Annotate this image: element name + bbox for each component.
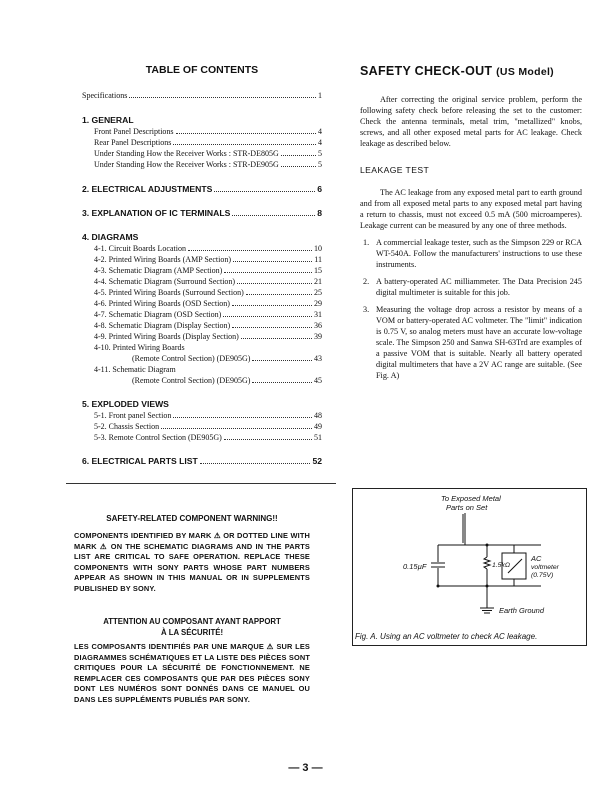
fig-meter-label-1: AC <box>531 554 542 563</box>
leader-dots <box>232 327 312 328</box>
toc-entry[interactable] <box>94 159 322 170</box>
toc-entry[interactable] <box>94 410 322 421</box>
toc-entry-label: 4-5. Printed Wiring Boards (Surround Section) <box>94 288 244 297</box>
toc-entry[interactable] <box>94 276 322 287</box>
toc-entry-page: 5 <box>318 149 322 158</box>
toc-entry[interactable] <box>94 364 322 375</box>
leader-dots <box>223 316 312 317</box>
leader-dots <box>252 382 312 383</box>
toc-section-title: 4. DIAGRAMS <box>82 232 139 242</box>
toc-entry-label: 5-3. Remote Control Section (DE905G) <box>94 433 222 442</box>
toc-section-title: 6. ELECTRICAL PARTS LIST <box>82 456 198 466</box>
leader-dots <box>214 191 315 192</box>
toc-entry-page: 4 <box>318 127 322 136</box>
toc-section-title: 2. ELECTRICAL ADJUSTMENTS <box>82 184 213 194</box>
leader-dots <box>176 133 316 134</box>
toc-entry-label: 4-8. Schematic Diagram (Display Section) <box>94 321 231 330</box>
toc-specifications[interactable] <box>82 90 322 101</box>
toc-entry-page: 15 <box>314 266 322 275</box>
leader-dots <box>224 272 312 273</box>
warning-fr-body: LES COMPOSANTS IDENTIFIÉS PAR UNE MARQUE ⚠ SUR LES DIAGRAMMES SCHÉMATIQUES ET LA LISTE DES PIÈCES SONT CRITIQUES POUR LA SÉCURITÉ DE FONCTIONNEMENT. NE REMPLACER CES COMPOSANTS QUE PAR DES PIÈCES SONY DONT LES NUMÉROS SONT DONNÉS DANS CE MANUEL OU DANS LES SUPPLÉMENTS PUBLIÉS PAR SONY. <box>74 642 310 704</box>
safety-title-model: (US Model) <box>496 66 554 78</box>
toc-entry-page: 31 <box>314 310 322 319</box>
toc-section-heading[interactable] <box>82 184 322 195</box>
toc-section-heading[interactable] <box>82 399 322 410</box>
method-text: Measuring the voltage drop across a resistor by means of a VOM or battery-operated AC voltmeter. The "limit" indication is 0.75 V, so analog meters must have an accurate low-voltage scale. The Simpson 250 and Sanwa SH-63Trd are examples of a passive VOM that is suitable. Nearly all battery operated digital multimeters that have a 2V AC range are suitable. (See Fig. A) <box>376 305 582 380</box>
toc-entry[interactable] <box>94 320 322 331</box>
toc-entry[interactable] <box>94 432 322 443</box>
toc-entry[interactable] <box>94 331 322 342</box>
toc-entry-page: 39 <box>314 332 322 341</box>
toc-entry-page: 1 <box>318 91 322 100</box>
section-divider <box>66 483 336 484</box>
toc-entry[interactable] <box>94 287 322 298</box>
toc-entry-page: 4 <box>318 138 322 147</box>
toc-entry[interactable] <box>94 126 322 137</box>
toc-entry-label: 5-1. Front panel Section <box>94 411 172 420</box>
warning-body: COMPONENTS IDENTIFIED BY MARK ⚠ OR DOTTED LINE WITH MARK ⚠ ON THE SCHEMATIC DIAGRAMS AND IN THE PARTS LIST ARE CRITICAL TO SAFE OPERATION. REPLACE THESE COMPONENTS WITH SONY PARTS WHOSE PART NUMBERS APPEAR AS SHOWN IN THIS MANUAL OR IN SUPPLEMENTS PUBLISHED BY SONY. <box>74 531 310 593</box>
method-number: 1. <box>363 238 370 247</box>
safety-intro-2: Check the antenna terminals, metal trim, "metallized" knobs, screws, and all other exposed metal parts for AC leakage. Check leakage as described below. <box>360 117 582 148</box>
toc-entry[interactable] <box>94 148 322 159</box>
toc-section <box>82 456 322 467</box>
leader-dots <box>281 166 316 167</box>
warning-fr-title-line2: À LA SÉCURITÉ! <box>160 628 224 637</box>
toc-entry[interactable] <box>94 243 322 254</box>
warning-title: SAFETY-RELATED COMPONENT WARNING!! <box>106 514 278 523</box>
toc-section-heading[interactable] <box>82 208 322 219</box>
fig-ground-label: Earth Ground <box>499 606 545 615</box>
toc-section <box>82 208 322 219</box>
leader-dots <box>200 463 311 464</box>
toc-entry[interactable] <box>94 265 322 276</box>
toc-section-heading[interactable] <box>82 115 322 126</box>
toc-entry-page: 49 <box>314 422 322 431</box>
toc-section-page: 6 <box>317 184 322 194</box>
toc-entry-page: 29 <box>314 299 322 308</box>
warning-fr-title-line1: ATTENTION AU COMPOSANT AYANT RAPPORT <box>103 617 281 626</box>
toc-section <box>82 115 322 170</box>
safety-title-main: SAFETY CHECK-OUT <box>360 64 493 78</box>
toc-section-heading[interactable] <box>82 456 322 467</box>
toc-entry-label: 4-3. Schematic Diagram (AMP Section) <box>94 266 223 275</box>
toc-entry-list <box>82 126 322 170</box>
fig-capacitor-label: 0.15µF <box>403 562 427 571</box>
toc-section-page: 52 <box>312 456 322 466</box>
toc-entry-page: 36 <box>314 321 322 330</box>
leakage-circuit-diagram <box>353 489 586 645</box>
toc-section-heading[interactable] <box>82 232 322 243</box>
table-of-contents <box>82 64 322 467</box>
toc-entry[interactable] <box>94 309 322 320</box>
safety-title <box>360 64 582 78</box>
toc-entry[interactable] <box>94 375 322 386</box>
toc-entry-page: 43 <box>314 354 322 363</box>
leader-dots <box>224 439 312 440</box>
figure-caption: Fig. A. Using an AC voltmeter to check AC leakage. <box>355 632 538 641</box>
figure-a <box>352 488 587 646</box>
voltmeter-needle <box>508 559 522 573</box>
leader-dots <box>232 305 312 306</box>
toc-entry[interactable] <box>94 254 322 265</box>
toc-entry-list <box>82 410 322 443</box>
toc-entry[interactable] <box>94 342 322 353</box>
toc-entry-page: 5 <box>318 160 322 169</box>
toc-entry-label: 4-1. Circuit Boards Location <box>94 244 186 253</box>
fig-meter-label-3: (0.75V) <box>531 572 554 579</box>
methods-list <box>360 237 582 381</box>
toc-entry-label: Under Standing How the Receiver Works : STR-DE905G <box>94 160 279 169</box>
safety-warning <box>74 514 310 705</box>
leader-dots <box>252 360 312 361</box>
toc-section <box>82 184 322 195</box>
toc-entry[interactable] <box>94 298 322 309</box>
leader-dots <box>233 261 312 262</box>
method-text: A battery-operated AC milliammeter. The Data Precision 245 digital multimeter is suitable for this job. <box>376 277 582 297</box>
leader-dots <box>237 283 312 284</box>
toc-entry-page: 51 <box>314 433 322 442</box>
leakage-test-text: The AC leakage from any exposed metal part to earth ground and from all exposed metal parts to any exposed metal part having a return to chassis, must not exceed 0.5 mA (500 microamperes). Leakage current can be measured by any one of three methods. <box>360 188 582 230</box>
toc-section-page: 8 <box>317 208 322 218</box>
toc-entry-page: 45 <box>314 376 322 385</box>
toc-entry-label: 4-4. Schematic Diagram (Surround Section) <box>94 277 236 286</box>
toc-section-title: 5. EXPLODED VIEWS <box>82 399 169 409</box>
method-item <box>360 304 582 381</box>
toc-entry-page: 11 <box>314 255 322 264</box>
method-number: 2. <box>363 277 370 286</box>
leader-dots <box>241 338 312 339</box>
method-number: 3. <box>363 305 370 314</box>
resistor <box>484 557 490 569</box>
method-item <box>360 237 582 270</box>
fig-top-label-2: Parts on Set <box>446 503 488 512</box>
leader-dots <box>161 428 312 429</box>
safety-intro <box>360 94 582 149</box>
leakage-test-heading: LEAKAGE TEST <box>360 165 430 175</box>
toc-entry-label: Under Standing How the Receiver Works : STR-DE805G <box>94 149 279 158</box>
toc-entry-label: (Remote Control Section) (DE905G) <box>132 376 251 385</box>
leader-dots <box>232 215 315 216</box>
toc-entry-list <box>82 243 322 386</box>
toc-section <box>82 232 322 386</box>
leader-dots <box>173 144 316 145</box>
toc-entry-label: Rear Panel Descriptions <box>94 138 172 147</box>
page-number: — 3 — <box>288 762 323 774</box>
toc-section-title: 3. EXPLANATION OF IC TERMINALS <box>82 208 231 218</box>
toc-entry[interactable] <box>94 353 322 364</box>
toc-title: TABLE OF CONTENTS <box>145 64 259 76</box>
warning-fr-title <box>74 616 310 638</box>
toc-sections <box>82 115 322 467</box>
toc-entry-label: Specifications <box>82 91 128 100</box>
toc-entry-label: 4-11. Schematic Diagram <box>94 365 176 374</box>
safety-intro-1: After correcting the original service problem, perform the following safety check before releasing the set to the customer: <box>360 95 582 115</box>
toc-entry-label: 5-2. Chassis Section <box>94 422 160 431</box>
toc-entry-label: 4-10. Printed Wiring Boards <box>94 343 185 352</box>
toc-section-title: 1. GENERAL <box>82 115 134 125</box>
fig-top-label-1: To Exposed Metal <box>441 494 501 503</box>
toc-entry-label: Front Panel Descriptions <box>94 127 174 136</box>
toc-entry-label: 4-2. Printed Wiring Boards (AMP Section) <box>94 255 231 264</box>
toc-entry-label: 4-6. Printed Wiring Boards (OSD Section) <box>94 299 230 308</box>
toc-entry[interactable] <box>94 137 322 148</box>
toc-entry-page: 48 <box>314 411 322 420</box>
toc-entry-page: 21 <box>314 277 322 286</box>
leader-dots <box>188 250 312 251</box>
leader-dots <box>281 155 316 156</box>
toc-entry-page: 10 <box>314 244 322 253</box>
toc-entry-label: 4-7. Schematic Diagram (OSD Section) <box>94 310 222 319</box>
fig-resistor-label: 1.5kΩ <box>492 562 511 569</box>
toc-section <box>82 399 322 443</box>
fig-meter-label-2: voltmeter <box>531 564 559 571</box>
leader-dots <box>173 417 312 418</box>
method-item <box>360 276 582 298</box>
leader-dots <box>129 97 316 98</box>
toc-entry[interactable] <box>94 421 322 432</box>
toc-entry-page: 25 <box>314 288 322 297</box>
method-text: A commercial leakage tester, such as the Simpson 229 or RCA WT-540A. Follow the manufacturers' instructions to use these instruments. <box>376 238 582 269</box>
leader-dots <box>246 294 312 295</box>
toc-entry-label: 4-9. Printed Wiring Boards (Display Section) <box>94 332 239 341</box>
toc-entry-label: (Remote Control Section) (DE905G) <box>132 354 251 363</box>
safety-check-out <box>360 64 582 387</box>
